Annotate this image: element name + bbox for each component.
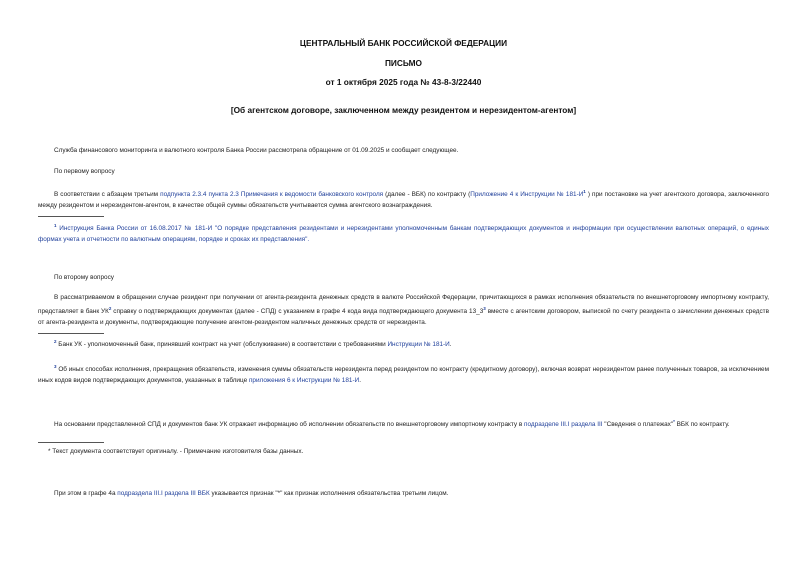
final-text-start: При этом в графе 4а [54,490,118,497]
q1-paragraph [38,186,769,211]
footnote-3: $^3$ Об иных способах исполнения, прекращения обязательств, изменения суммы обязательств нерезидента перед резидентом по контракту (кредитному договору), включая возврат нерезидентом ранее полученных товаров, за исключением иных кодов видов подтверждающих документов, указанных в таблице приложения 6 к Инструкции № 181-И. [38,364,769,385]
link-instruction-181-full[interactable]: Инструкция Банка России от 16.08.2017 № 181-И "О порядке представления резидентами и нерезидентами уполномоченным банкам подтверждающих документов и информации при осуществлении валютных операций, о единых формах учета и отчетности по валютным операциям, порядке и сроках их представления". [38,225,769,244]
link-subsection-3-1-vbk[interactable]: подраздела III.I раздела III ВБК [117,490,210,497]
footnote-divider [38,442,104,443]
intro-paragraph: Служба финансового мониторинга и валютного контроля Банка России рассмотрела обращение от 01.09.2025 и сообщает следующее. [54,147,459,154]
basis-text-mid: "Сведения о платежах" [602,421,674,429]
document-type: ПИСЬМО [384,58,423,68]
final-text-end: указывается признак "*" как признак исполнения обязательства третьим лицом. [209,490,449,497]
footnote-divider [38,216,104,217]
footnote-3-text: Об иных способах исполнения, прекращения обязательств, изменения суммы обязательств нерезидента перед резидентом по контракту (кредитному договору), включая возврат нерезидентом ранее полученных товаров, за исключением иных кодов видов подтверждающих документов, указанных в таблице [38,366,769,385]
document-subject: [Об агентском договоре, заключенном между резидентом и нерезидентом-агентом] [230,105,577,115]
q2-paragraph [38,292,769,328]
footnote-marker-1[interactable]: 1 [583,189,586,194]
footnote-1-number: 1 [54,223,57,228]
footnote-marker-3[interactable]: 3 [483,306,486,311]
basis-text-start: На основании представленной СПД и документов банк УК отражает информацию об исполнении обязательств по внешнеторговому импортному контракту в [54,421,525,429]
link-appendix-4-instruction-181[interactable]: Приложение 4 к Инструкции № 181-И [470,191,584,199]
footnote-2-text: Банк УК - уполномоченный банк, принявший контракт на учет (обслуживание) в соответствии с требованиями [58,341,388,349]
footnote-marker-star[interactable]: * [673,419,675,424]
footnote-marker-2[interactable]: 2 [108,306,112,311]
link-instruction-181[interactable]: Инструкции № 181-И [387,341,450,349]
footnote-star: * Текст документа соответствует оригиналу. - Примечание изготовителя базы данных. [48,448,304,455]
link-subpoint-2-3-4[interactable]: подпункта 2.3.4 пункта 2.3 Примечания к ведомости банковского контроля [160,191,384,199]
footnote-3-number: 3 [54,364,57,369]
organization-title: ЦЕНТРАЛЬНЫЙ БАНК РОССИЙСКОЙ ФЕДЕРАЦИИ [299,38,508,48]
link-subsection-3-1-section-3[interactable]: подразделе III.I раздела III [524,421,603,429]
footnote-1 [38,220,769,245]
q2-text-mid: справку о подтверждающих документах (далее - СПД) с указанием в графе 4 кода вида подтверждающего документа 13_3 [111,308,484,316]
q2-text-start: В рассматриваемом в обращении случае резидент при получении от агента-резидента денежных средств в валюте Российской Федерации, причитающихся в рамках исполнения обязательств по внешнеторговому импортному контракту, представляет в банк УК [38,294,769,316]
basis-paragraph [38,416,769,430]
q1-text-end: ) при постановке на учет агентского договора, заключенного между резидентом и нерезидентом-агентом, в качестве общей суммы обязательств учитывается сумма агентского вознаграждения. [38,191,770,210]
q2-heading: По второму вопросу [54,274,114,281]
document-date-number: от 1 октября 2025 года № 43-8-3/22440 [325,77,482,87]
footnote-divider [38,333,104,334]
q1-text-mid: (далее - ВБК) по контракту ( [383,191,471,199]
q1-text-start: В соответствии с абзацем третьим [54,191,161,199]
link-appendix-6-instruction-181[interactable]: приложения 6 к Инструкции № 181-И [248,377,360,385]
q1-heading: По первому вопросу [54,168,115,175]
basis-text-end: ВБК по контракту. [674,421,730,429]
final-paragraph [54,488,769,499]
q2-text-end: вместе с агентским договором, выпиской по счету резидента о зачислении денежных средств от агента-резидента и документы, подтверждающие получение агентом-резидентом наличных денежных средств от нерезидента. [38,308,769,327]
footnote-2-number: 2 [54,339,57,344]
footnote-2: $^2$ Банк УК - уполномоченный банк, принявший контракт на учет (обслуживание) в соответствии с требованиями Инструкции № 181-И. [54,339,452,349]
